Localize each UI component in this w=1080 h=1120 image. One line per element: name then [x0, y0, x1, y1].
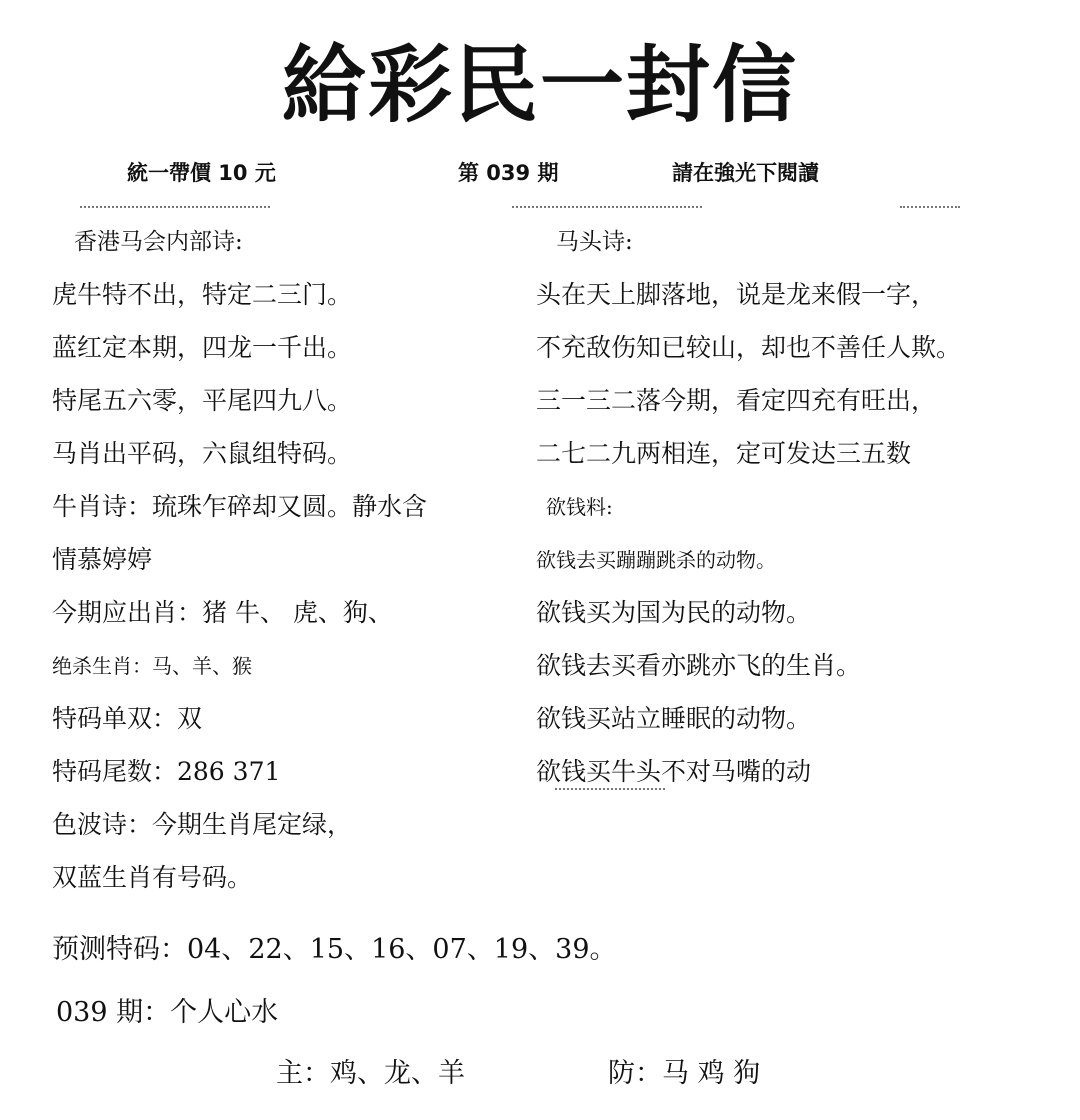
forecast-numbers: 预测特码：04、22、15、16、07、19、39。: [52, 934, 617, 965]
right-riddle-line: 欲钱买站立睡眠的动物。: [536, 704, 812, 733]
left-poem-line: 情慕婷婷: [52, 545, 153, 574]
left-poem-line: 马肖出平码，六鼠组特码。: [52, 439, 353, 468]
main-pick: 主：鸡、龙、羊: [276, 1058, 465, 1089]
header-price: 統一帶價 10 元: [127, 161, 276, 185]
left-poem-line: 牛肖诗：琉珠乍碎却又圆。静水含: [52, 492, 428, 521]
left-poem-line: 双蓝生肖有号码。: [52, 863, 253, 892]
guard-pick: 防：马 鸡 狗: [608, 1058, 761, 1089]
right-poem-line: 三一三二落今期，看定四充有旺出，: [536, 386, 937, 415]
right-poem-line: 不充敌伤知已较山，却也不善任人欺。: [536, 333, 962, 362]
right-subheading: 欲钱料:: [546, 495, 613, 519]
right-riddle-line: 欲钱去买看亦跳亦飞的生肖。: [536, 651, 862, 680]
right-poem-line: 二七二九两相连，定可发达三五数: [536, 439, 912, 468]
right-riddle-line: 欲钱买为国为民的动物。: [536, 598, 812, 627]
left-zodiac-line: 今期应出肖：猪 牛、 虎、狗、: [52, 598, 393, 627]
left-zodiac-line: 特码单双：双: [52, 704, 203, 733]
header-note: 請在強光下閱讀: [672, 161, 819, 185]
dotted-divider-left: [80, 206, 270, 214]
left-zodiac-line: 特码尾数：286 371: [52, 757, 281, 786]
right-riddle-line: 欲钱买牛头不对马嘴的动: [536, 757, 812, 786]
left-zodiac-line: 绝杀生肖：马、羊、猴: [52, 654, 252, 678]
left-column: [52, 222, 522, 911]
left-heading: 香港马会内部诗:: [74, 229, 243, 255]
page-title: 給彩民一封信: [281, 36, 798, 134]
issue-pick-line: 039 期：个人心水: [56, 997, 279, 1028]
left-poem-line: 特尾五六零，平尾四九八。: [52, 386, 353, 415]
dotted-divider-middle: [512, 206, 702, 214]
dotted-divider-right: [900, 206, 960, 214]
right-column: [536, 222, 1056, 805]
right-heading: 马头诗:: [556, 229, 633, 255]
dotted-divider-bottom: [555, 788, 665, 796]
header-issue: 第 039 期: [458, 161, 559, 185]
right-riddle-line: 欲钱去买蹦蹦跳杀的动物。: [536, 548, 776, 572]
left-poem-line: 蓝红定本期，四龙一千出。: [52, 333, 353, 362]
left-poem-line: 色波诗：今期生肖尾定绿，: [52, 810, 353, 839]
left-poem-line: 虎牛特不出，特定二三门。: [52, 280, 353, 309]
right-poem-line: 头在天上脚落地，说是龙来假一字，: [536, 280, 937, 309]
